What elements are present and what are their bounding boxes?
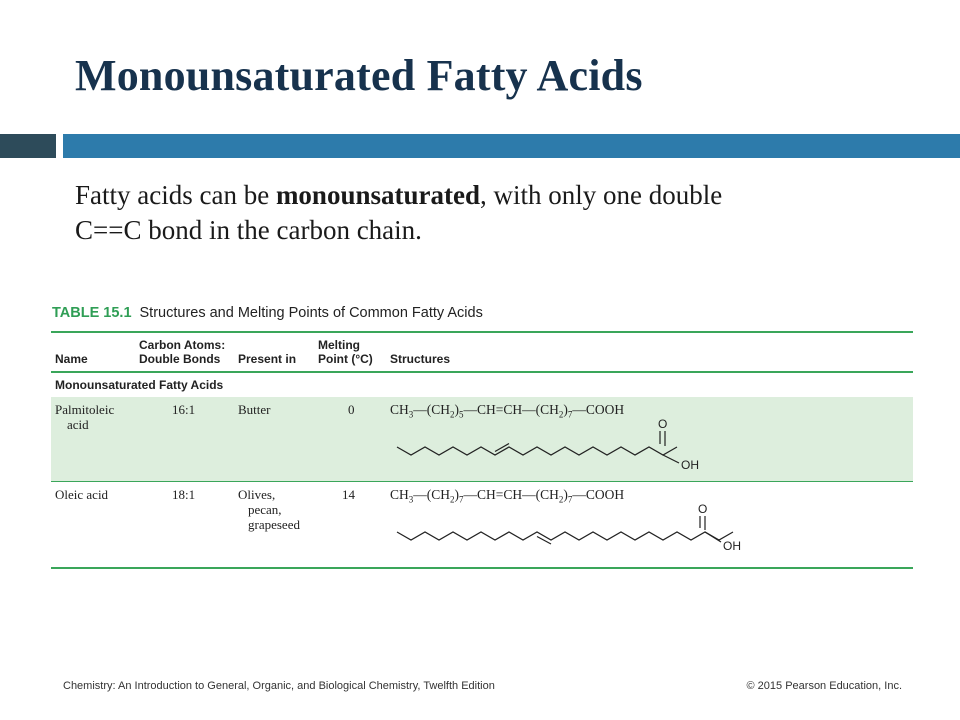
- formula-sub: 2: [450, 494, 455, 505]
- table-caption: Structures and Melting Points of Common Fatty Acids: [139, 305, 483, 321]
- formula-sub: 2: [450, 409, 455, 420]
- double-bond-line: [537, 537, 551, 545]
- body-text-c2: C: [123, 215, 142, 245]
- formula-sub: 3: [408, 409, 414, 420]
- table-row: [51, 397, 913, 481]
- hydroxyl-label: OH: [723, 539, 741, 553]
- footer-copyright: © 2015 Pearson Education, Inc.: [746, 680, 902, 692]
- formula-sub: 3: [408, 494, 414, 505]
- cell-melting: 14: [342, 487, 355, 502]
- cell-name: Palmitoleic: [55, 402, 115, 417]
- header-present-in: Present in: [238, 352, 297, 366]
- double-bond-symbol: ==: [93, 215, 124, 245]
- formula-part: ): [563, 402, 568, 417]
- body-text: [75, 178, 895, 248]
- cell-name-2: acid: [67, 417, 89, 432]
- header-melting-1: Melting: [318, 338, 360, 352]
- footer-citation: Chemistry: An Introduction to General, Organic, and Biological Chemistry, Twelfth Edition: [63, 680, 495, 692]
- carbonyl-oxygen-label: O: [698, 502, 708, 516]
- formula-part: ): [454, 487, 460, 502]
- title-bar-accent: [0, 134, 56, 158]
- double-bond-line: [495, 444, 509, 452]
- formula-part: ): [454, 402, 460, 417]
- cell-melting: 0: [348, 402, 355, 417]
- body-text-part: bond in the carbon chain.: [141, 215, 422, 245]
- section-label: Monounsaturated Fatty Acids: [55, 378, 224, 392]
- formula-sub: 7: [459, 494, 464, 505]
- formula-sub: 2: [558, 409, 564, 420]
- formula-part: —(CH: [413, 487, 451, 502]
- formula-part: —CH=CH—(CH: [463, 487, 559, 502]
- formula-part: —(CH: [413, 402, 451, 417]
- formula-sub: 7: [567, 494, 573, 505]
- cell-carbon: 16:1: [172, 402, 196, 417]
- formula-part: —COOH: [572, 402, 625, 417]
- table-bottom-rule: [51, 567, 913, 569]
- formula-part: —COOH: [572, 487, 625, 502]
- formula-part: CH: [390, 487, 409, 502]
- table-number: TABLE 15.1: [52, 305, 132, 321]
- table-title: [51, 305, 913, 331]
- fatty-acid-table: [51, 305, 913, 569]
- formula-part: ): [563, 487, 568, 502]
- header-melting-2: Point (°C): [318, 352, 373, 366]
- cell-present-3: grapeseed: [248, 517, 300, 532]
- hydroxyl-label: OH: [681, 458, 699, 472]
- body-text-part: Fatty acids can be: [75, 180, 276, 210]
- cell-present: Olives,: [238, 487, 276, 502]
- formula-sub: 5: [459, 409, 464, 420]
- formula-sub: 2: [558, 494, 564, 505]
- cell-carbon: 18:1: [172, 487, 196, 502]
- body-text-c1: C: [75, 215, 94, 245]
- title-bar: [63, 134, 960, 158]
- header-carbon-1: Carbon Atoms:: [139, 338, 226, 352]
- slide-title: Monounsaturated Fatty Acids: [75, 51, 643, 100]
- palmitoleic-skeletal-structure: [391, 417, 721, 481]
- body-text-bold: monounsaturated: [275, 180, 480, 210]
- header-carbon-2: Double Bonds: [139, 352, 221, 366]
- cell-present-2: pecan,: [248, 502, 282, 517]
- oleic-skeletal-structure: [391, 502, 791, 567]
- table-header: [51, 333, 913, 371]
- carbonyl-oxygen-label: O: [658, 417, 668, 431]
- formula-part: —CH=CH—(CH: [463, 402, 559, 417]
- formula-part: CH: [390, 402, 409, 417]
- body-text-part: , with only one double: [479, 180, 723, 210]
- cell-present: Butter: [238, 402, 271, 417]
- formula-sub: 7: [567, 409, 573, 420]
- header-structures: Structures: [390, 352, 451, 366]
- header-name: Name: [55, 352, 88, 366]
- cell-name: Oleic acid: [55, 487, 109, 502]
- table-row: [51, 482, 913, 567]
